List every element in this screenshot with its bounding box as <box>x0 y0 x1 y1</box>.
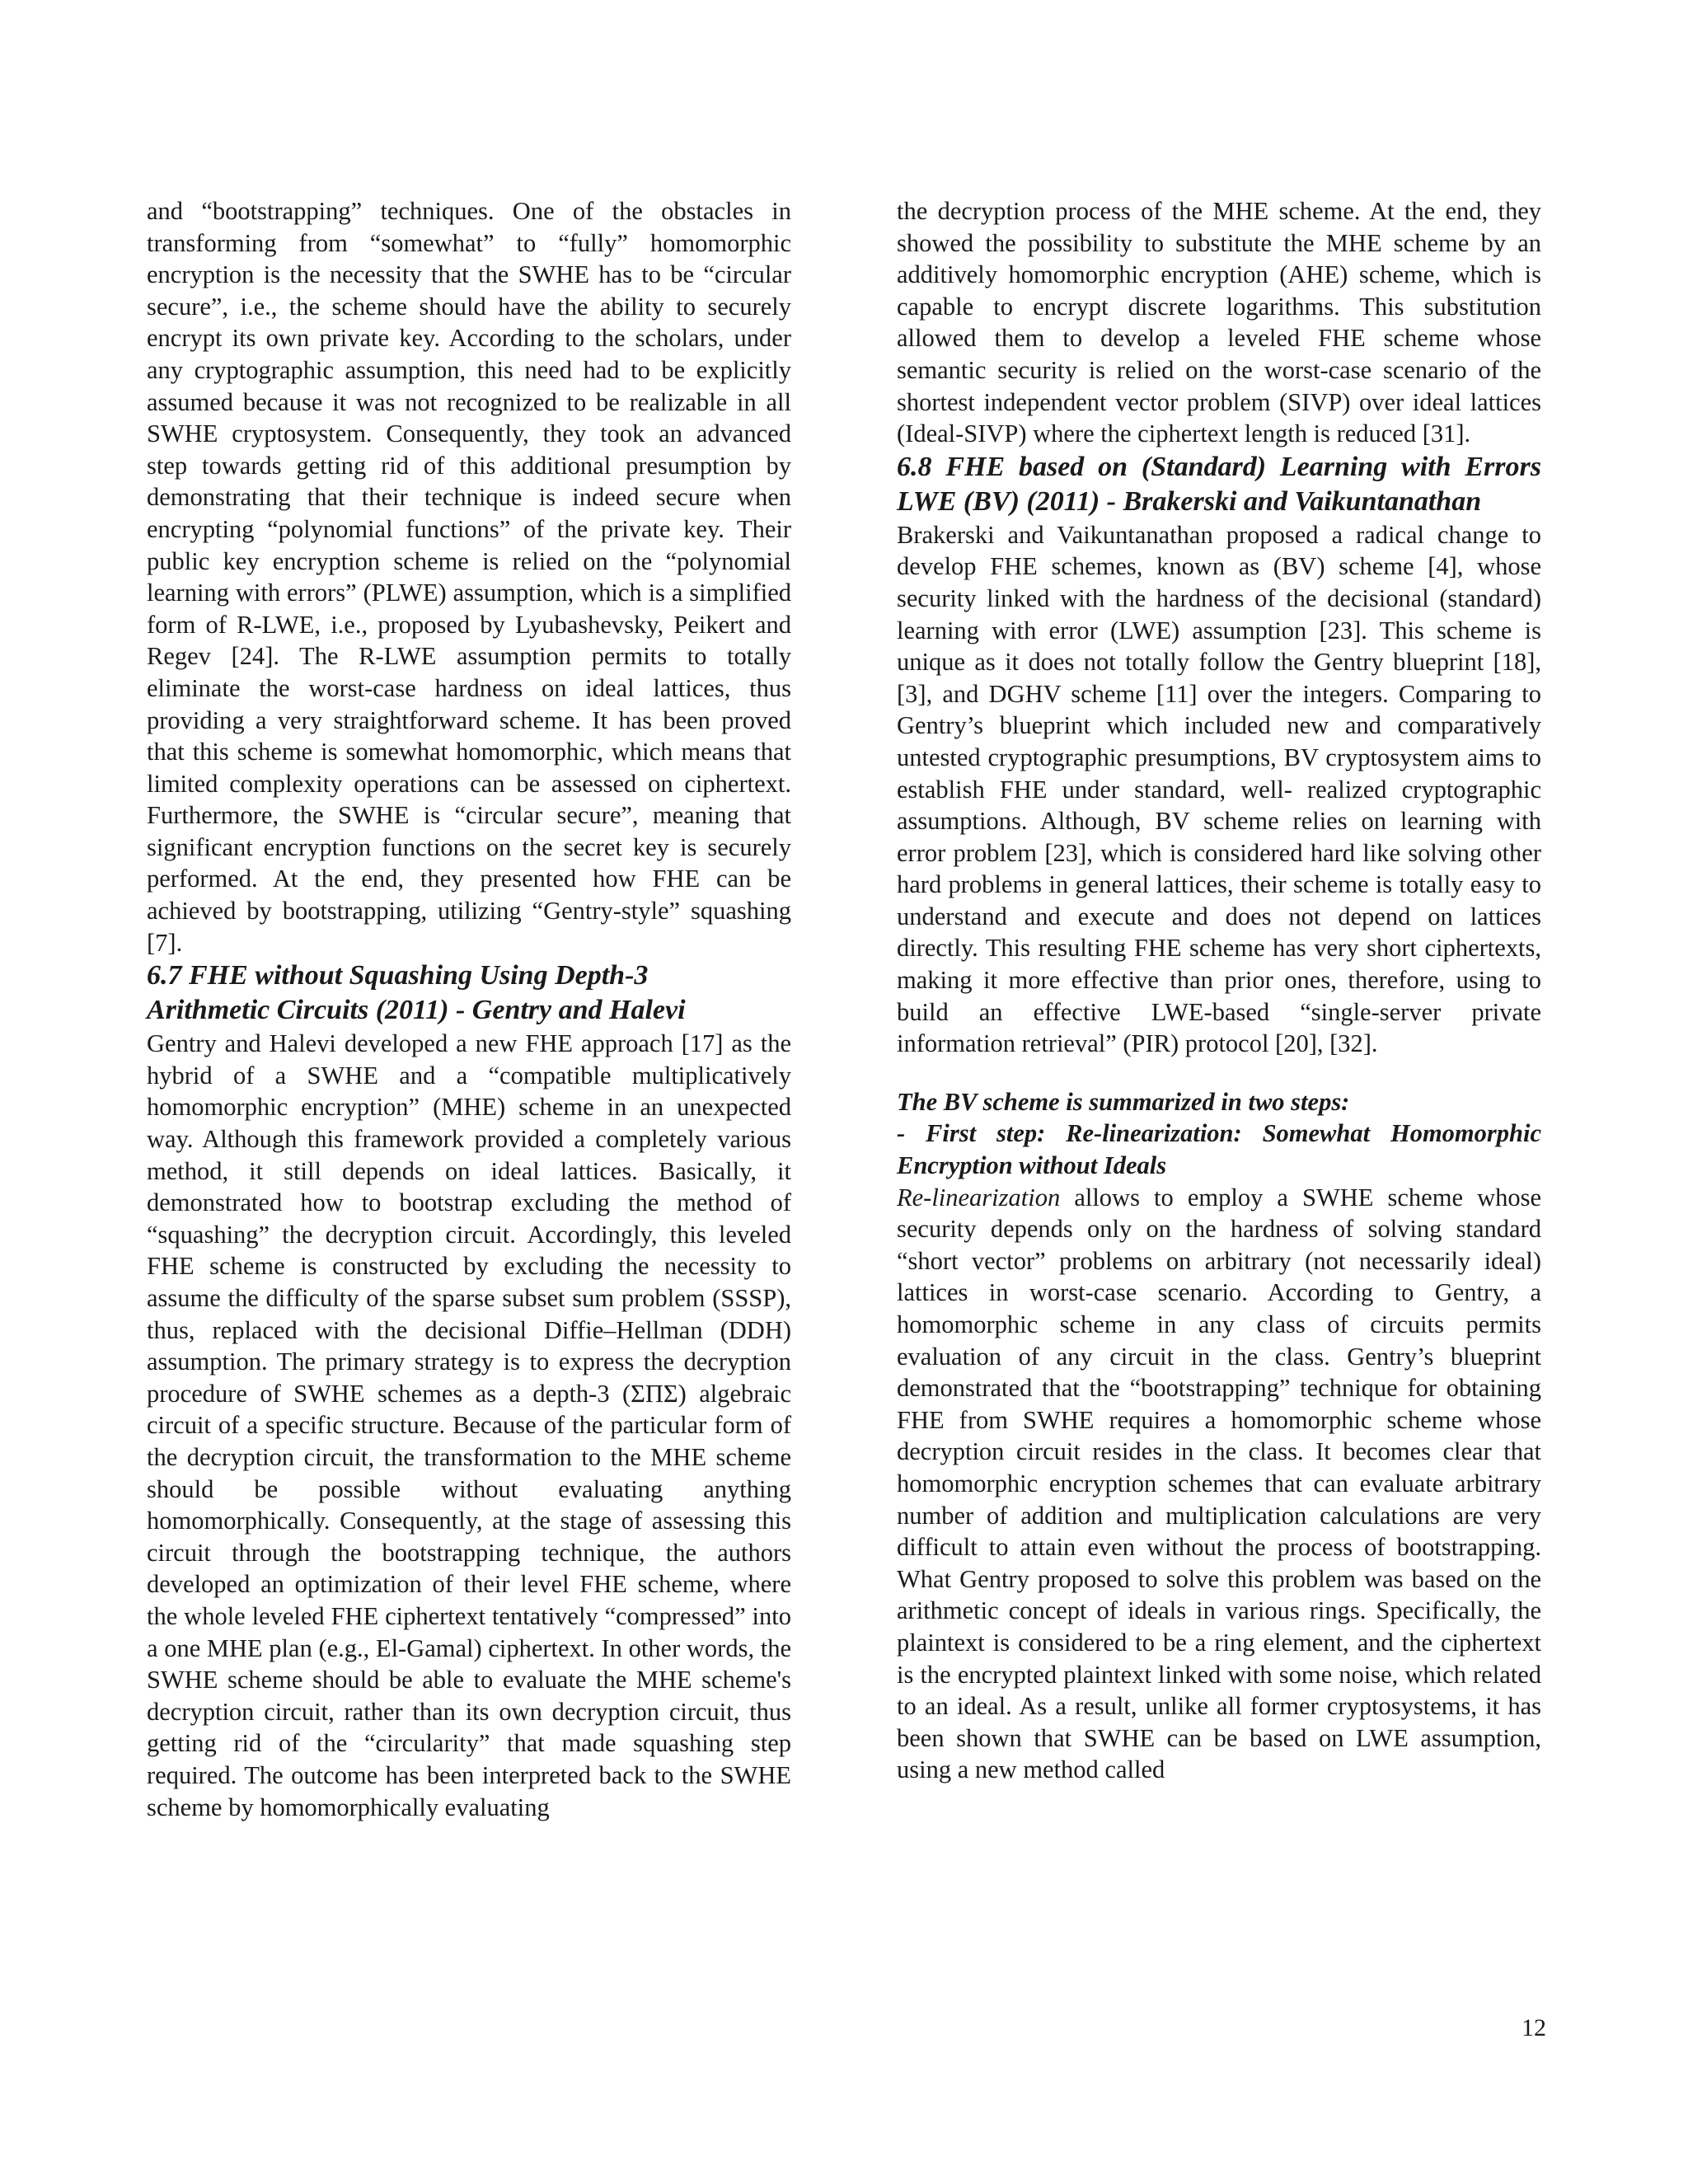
left-paragraph-intro-continuation: and “bootstrapping” techniques. One of the obstacles in transforming from “somewhat” to “fully” homomorphic encryption is the necessity that the SWHE has to be “circular secure”, i.e., the scheme should have the ability to securely encrypt its own private key. According to the scholars, under any cryptographic assumption, this need had to be explicitly assumed because it was not recognized to be realizable in all SWHE cryptosystem. Consequently, they took an advanced step towards getting rid of this additional presumption by demonstrating that their technique is indeed secure when encrypting “polynomial functions” of the private key. Their public key encryption scheme is relied on the “polynomial learning with errors” (PLWE) assumption, which is a simplified form of R-LWE, i.e., proposed by Lyubashevsky, Peikert and Regev [24]. The R-LWE assumption permits to totally eliminate the worst-case hardness on ideal lattices, thus providing a very straightforward scheme. It has been proved that this scheme is somewhat homomorphic, which means that limited complexity operations can be assessed on ciphertext. Furthermore, the SWHE is “circular secure”, meaning that significant encryption functions on the secret key is securely performed. At the end, they presented how FHE can be achieved by bootstrapping, utilizing “Gentry-style” squashing [7]. <box>147 197 791 957</box>
bv-summary-heading: The BV scheme is summarized in two steps: <box>897 1087 1350 1116</box>
page-number: 12 <box>1522 2014 1546 2041</box>
left-column <box>147 195 791 1823</box>
section-heading-6-7 <box>147 958 791 1028</box>
right-paragraph-relinearization <box>897 1182 1541 1786</box>
right-column <box>897 195 1541 1786</box>
section-heading-6-7-line1: 6.7 FHE without Squashing Using Depth-3 <box>147 960 649 991</box>
relinearization-body: allows to employ a SWHE scheme whose security depends only on the hardness of solving standard “short vector” problems on arbitrary (not necessarily ideal) lattices in worst-case scenario. According to Gentry, a homomorphic scheme in any class of circuits permits evaluation of any circuit in the class. Gentry’s blueprint demonstrated that the “bootstrapping” technique for obtaining FHE from SWHE requires a homomorphic scheme whose decryption circuit resides in the class. It becomes clear that homomorphic encryption schemes that can evaluate arbitrary number of addition and multiplication calculations are very difficult to attain even without the process of bootstrapping. What Gentry proposed to solve this problem was based on the arithmetic concept of ideals in various rings. Specifically, the plaintext is considered to be a ring element, and the ciphertext is the encrypted plaintext linked with some noise, which related to an ideal. As a result, unlike all former cryptosystems, it has been shown that SWHE can be based on LWE assumption, using a new method called <box>897 1183 1541 1784</box>
section-heading-6-8: 6.8 FHE based on (Standard) Learning with Errors LWE (BV) (2011) - Brakerski and Vaikuntanathan <box>897 451 1541 517</box>
step1-heading: - First step: Re-linearization: Somewhat Homomorphic Encryption without Ideals <box>897 1119 1541 1180</box>
right-paragraph-bv-scheme: Brakerski and Vaikuntanathan proposed a radical change to develop FHE schemes, known as (BV) scheme [4], whose security linked with the hardness of the decisional (standard) learning with error (LWE) assumption [23]. This scheme is unique as it does not totally follow the Gentry blueprint [18], [3], and DGHV scheme [11] over the integers. Comparing to Gentry’s blueprint which included new and comparatively untested cryptographic presumptions, BV cryptosystem aims to establish FHE under standard, well- realized cryptographic assumptions. Although, BV scheme relies on learning with error problem [23], which is considered hard like solving other hard problems in general lattices, their scheme is totally easy to understand and execute and does not depend on lattices directly. This resulting FHE scheme has very short ciphertexts, making it more effective than prior ones, therefore, using to build an effective LWE-based “single-server private information retrieval” (PIR) protocol [20], [32]. <box>897 520 1541 1058</box>
section-heading-6-7-line2: Arithmetic Circuits (2011) - Gentry and Halevi <box>147 995 686 1026</box>
left-paragraph-gentry-halevi: Gentry and Halevi developed a new FHE approach [17] as the hybrid of a SWHE and a “compatible multiplicatively homomorphic encryption” (MHE) scheme in an unexpected way. Although this framework provided a completely various method, it still depends on ideal lattices. Basically, it demonstrated how to bootstrap excluding the method of “squashing” the decryption circuit. Accordingly, this leveled FHE scheme is constructed by excluding the necessity to assume the difficulty of the sparse subset sum problem (SSSP), thus, replaced with the decisional Diffie–Hellman (DDH) assumption. The primary strategy is to express the decryption procedure of SWHE schemes as a depth-3 (ΣΠΣ) algebraic circuit of a specific structure. Because of the particular form of the decryption circuit, the transformation to the MHE scheme should be possible without evaluating anything homomorphically. Consequently, at the stage of assessing this circuit through the bootstrapping technique, the authors developed an optimization of their level FHE scheme, where the whole leveled FHE ciphertext tentatively “compressed” into a one MHE plan (e.g., El-Gamal) ciphertext. In other words, the SWHE scheme should be able to evaluate the MHE scheme's decryption circuit, rather than its own decryption circuit, thus getting rid of the “circularity” that made squashing step required. The outcome has been interpreted back to the SWHE scheme by homomorphically evaluating <box>147 1029 791 1821</box>
relinearization-term: Re-linearization <box>897 1183 1061 1212</box>
right-paragraph-mhe-continuation: the decryption process of the MHE scheme. At the end, they showed the possibility to substitute the MHE scheme by an additively homomorphic encryption (AHE) scheme, which is capable to encrypt discrete logarithms. This substitution allowed them to develop a leveled FHE scheme whose semantic security is relied on the worst-case scenario of the shortest independent vector problem (SIVP) over ideal lattices (Ideal-SIVP) where the ciphertext length is reduced [31]. <box>897 197 1541 448</box>
